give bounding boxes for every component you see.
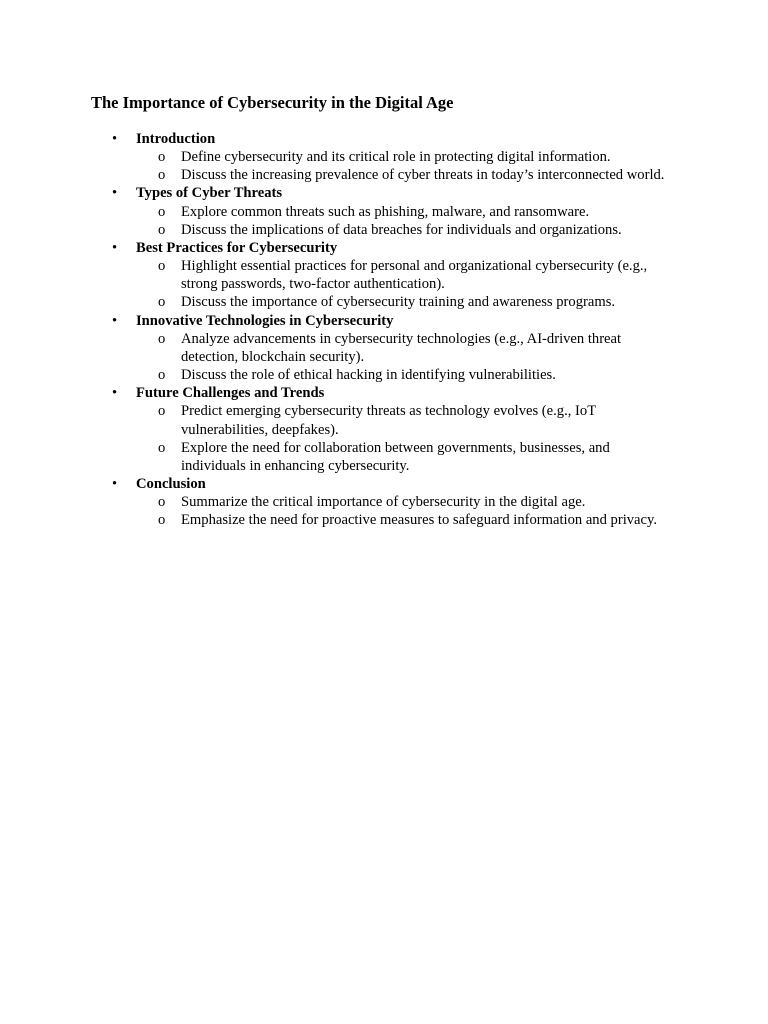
list-item <box>0 203 676 221</box>
list-item-text: Predict emerging cybersecurity threats as technology evolves (e.g., IoT vulnerabilities, deepfakes). <box>181 403 596 438</box>
list-item <box>0 148 676 166</box>
sub-bullet-marker: o <box>158 512 166 529</box>
sub-point-list <box>0 203 768 239</box>
outline-section-types-of-cyber-threats <box>0 184 768 238</box>
outline-section-introduction <box>0 130 768 184</box>
list-item-text: Discuss the implications of data breaches for individuals and organizations. <box>181 221 622 238</box>
section-heading: Conclusion <box>136 475 206 492</box>
list-item <box>0 257 676 293</box>
sub-point-list <box>0 402 768 475</box>
list-item <box>0 221 676 239</box>
sub-bullet-marker: o <box>158 221 166 238</box>
list-item-text: Discuss the increasing prevalence of cyber threats in today’s interconnected world. <box>181 167 665 184</box>
list-item <box>0 293 676 311</box>
list-item-text: Summarize the critical importance of cybersecurity in the digital age. <box>181 494 586 511</box>
list-item-text: Highlight essential practices for personal and organizational cybersecurity (e.g., strong passwords, two-factor authentication). <box>181 258 648 293</box>
section-heading: Innovative Technologies in Cybersecurity <box>136 312 394 329</box>
sub-bullet-marker: o <box>158 258 166 275</box>
list-item <box>0 439 676 475</box>
list-item <box>0 493 676 511</box>
list-item <box>0 330 676 366</box>
sub-bullet-marker: o <box>158 203 166 220</box>
sub-bullet-marker: o <box>158 439 166 456</box>
outline-section-future-challenges <box>0 384 768 475</box>
section-heading: Types of Cyber Threats <box>136 185 283 202</box>
list-item-text: Explore the need for collaboration between governments, businesses, and individuals in enhancing cybersecurity. <box>181 439 610 474</box>
sub-point-list <box>0 257 768 311</box>
outline-section-innovative-technologies <box>0 312 768 385</box>
list-item-text: Define cybersecurity and its critical role in protecting digital information. <box>181 149 611 166</box>
sub-bullet-marker: o <box>158 149 166 166</box>
document-title: The Importance of Cybersecurity in the Digital Age <box>91 93 454 112</box>
list-item-text: Discuss the importance of cybersecurity training and awareness programs. <box>181 294 616 311</box>
bullet-marker: • <box>112 131 118 147</box>
sub-bullet-marker: o <box>158 403 166 420</box>
bullet-marker: • <box>112 312 118 329</box>
list-item <box>0 166 676 184</box>
sub-point-list <box>0 148 768 184</box>
outline-section-best-practices <box>0 239 768 312</box>
sub-point-list <box>0 493 768 529</box>
outline-list <box>0 130 768 529</box>
section-heading: Introduction <box>136 131 216 147</box>
sub-bullet-marker: o <box>158 294 166 311</box>
outline-section-conclusion <box>0 475 768 529</box>
list-item-text: Discuss the role of ethical hacking in identifying vulnerabilities. <box>181 367 556 384</box>
list-item <box>0 402 676 438</box>
sub-bullet-marker: o <box>158 494 166 511</box>
section-heading: Best Practices for Cybersecurity <box>136 239 338 256</box>
list-item-text: Emphasize the need for proactive measures to safeguard information and privacy. <box>181 512 657 529</box>
section-heading: Future Challenges and Trends <box>136 385 325 402</box>
sub-bullet-marker: o <box>158 367 166 384</box>
list-item-text: Analyze advancements in cybersecurity technologies (e.g., AI-driven threat detection, blockchain security). <box>181 330 622 365</box>
sub-bullet-marker: o <box>158 330 166 347</box>
bullet-marker: • <box>112 475 118 492</box>
bullet-marker: • <box>112 185 118 202</box>
sub-point-list <box>0 330 768 384</box>
sub-bullet-marker: o <box>158 167 166 184</box>
bullet-marker: • <box>112 239 118 256</box>
bullet-marker: • <box>112 385 118 402</box>
list-item <box>0 511 676 529</box>
list-item <box>0 366 676 384</box>
list-item-text: Explore common threats such as phishing, malware, and ransomware. <box>181 203 590 220</box>
